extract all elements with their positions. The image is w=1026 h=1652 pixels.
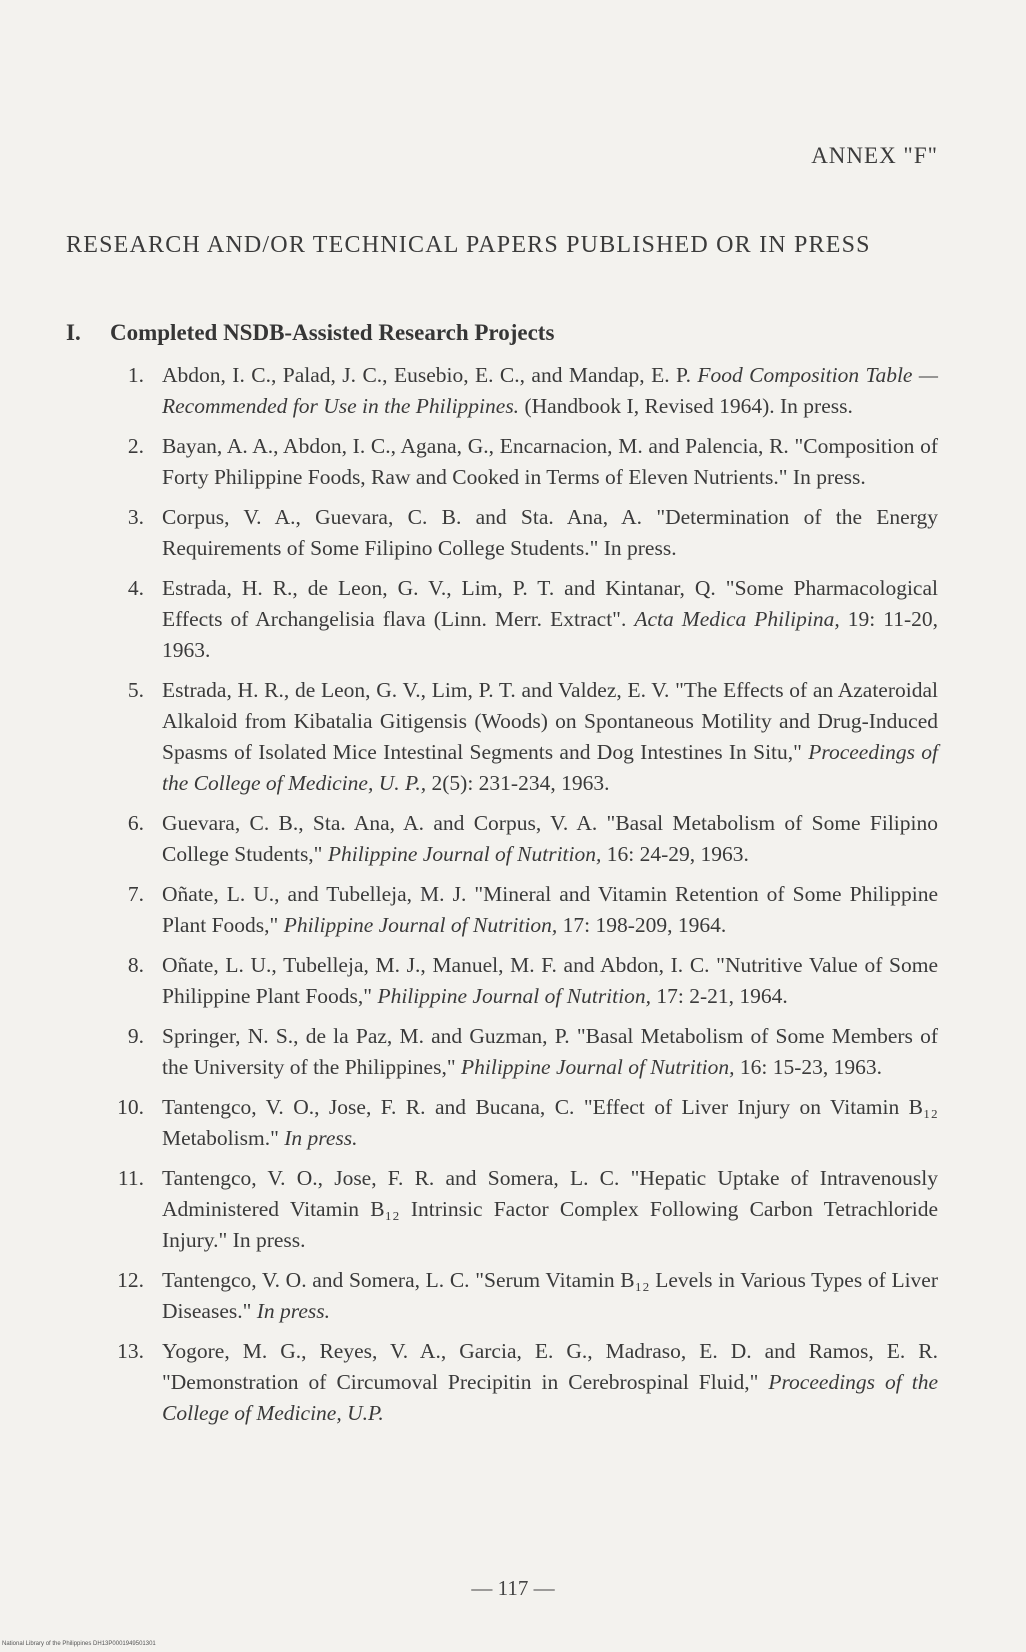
reference-list — [104, 360, 938, 1438]
reference-item: 1. Abdon, I. C., Palad, J. C., Eusebio, E. C., and Mandap, E. P. Food Composition Table — Recommended for Use in the Philippines. (Handbook I, Revised 1964). In press. — [104, 360, 938, 422]
reference-item: 3. Corpus, V. A., Guevara, C. B. and Sta. Ana, A. "Determination of the Energy Requirements of Some Filipino College Students." In press. — [104, 502, 938, 564]
reference-item: 5. Estrada, H. R., de Leon, G. V., Lim, P. T. and Valdez, E. V. "The Effects of an Azateroidal Alkaloid from Kibatalia Gitigensis (Woods) on Spontaneous Motility and Drug-Induced Spasms of Isolated Mice Intestinal Segments and Dog Intestines In Situ," Proceedings of the College of Medicine, U. P., 2(5): 231-234, 1963. — [104, 675, 938, 799]
reference-item: 4. Estrada, H. R., de Leon, G. V., Lim, P. T. and Kintanar, Q. "Some Pharmacological Effects of Archangelisia flava (Linn. Merr. Extract". Acta Medica Philipina, 19: 11-20, 1963. — [104, 573, 938, 666]
reference-number: 9. — [127, 1024, 144, 1048]
reference-number: 2. — [127, 434, 144, 458]
reference-item: 2. Bayan, A. A., Abdon, I. C., Agana, G., Encarnacion, M. and Palencia, R. "Composition of Forty Philippine Foods, Raw and Cooked in Terms of Eleven Nutrients." In press. — [104, 431, 938, 493]
reference-number: 12. — [117, 1268, 144, 1292]
reference-number: 10. — [117, 1095, 144, 1119]
scan-footer-text: National Library of the Philippines DH13P0001949501301 — [2, 1641, 156, 1647]
page-title: RESEARCH AND/OR TECHNICAL PAPERS PUBLISHED OR IN PRESS — [66, 232, 871, 258]
section-label: Completed NSDB-Assisted Research Projects — [110, 320, 555, 345]
reference-item: 11. Tantengco, V. O., Jose, F. R. and Somera, L. C. "Hepatic Uptake of Intravenously Administered Vitamin B₁₂ Intrinsic Factor Complex Following Carbon Tetrachloride Injury." In press. — [104, 1163, 938, 1256]
reference-item: 7. Oñate, L. U., and Tubelleja, M. J. "Mineral and Vitamin Retention of Some Philippine Plant Foods," Philippine Journal of Nutrition, 17: 198-209, 1964. — [104, 879, 938, 941]
reference-number: 5. — [127, 678, 144, 702]
reference-item: 13. Yogore, M. G., Reyes, V. A., Garcia, E. G., Madraso, E. D. and Ramos, E. R. "Demonstration of Circumoval Precipitin in Cerebrospinal Fluid," Proceedings of the College of Medicine, U.P. — [104, 1336, 938, 1429]
section-heading — [66, 320, 554, 346]
reference-number: 8. — [127, 953, 144, 977]
annex-label: ANNEX "F" — [811, 143, 938, 168]
reference-number: 1. — [127, 363, 144, 387]
page-number: — 117 — — [471, 1576, 555, 1600]
reference-number: 7. — [127, 882, 144, 906]
reference-item: 12. Tantengco, V. O. and Somera, L. C. "Serum Vitamin B₁₂ Levels in Various Types of Liver Diseases." In press. — [104, 1265, 938, 1327]
reference-number: 3. — [127, 505, 144, 529]
reference-number: 6. — [127, 811, 144, 835]
reference-number: 4. — [127, 576, 144, 600]
reference-item: 9. Springer, N. S., de la Paz, M. and Guzman, P. "Basal Metabolism of Some Members of the University of the Philippines," Philippine Journal of Nutrition, 16: 15-23, 1963. — [104, 1021, 938, 1083]
reference-number: 11. — [117, 1166, 144, 1190]
section-number: I. — [66, 320, 81, 345]
reference-item: 10. Tantengco, V. O., Jose, F. R. and Bucana, C. "Effect of Liver Injury on Vitamin B₁₂ Metabolism." In press. — [104, 1092, 938, 1154]
reference-item: 6. Guevara, C. B., Sta. Ana, A. and Corpus, V. A. "Basal Metabolism of Some Filipino College Students," Philippine Journal of Nutrition, 16: 24-29, 1963. — [104, 808, 938, 870]
reference-number: 13. — [117, 1339, 144, 1363]
reference-item: 8. Oñate, L. U., Tubelleja, M. J., Manuel, M. F. and Abdon, I. C. "Nutritive Value of Some Philippine Plant Foods," Philippine Journal of Nutrition, 17: 2-21, 1964. — [104, 950, 938, 1012]
